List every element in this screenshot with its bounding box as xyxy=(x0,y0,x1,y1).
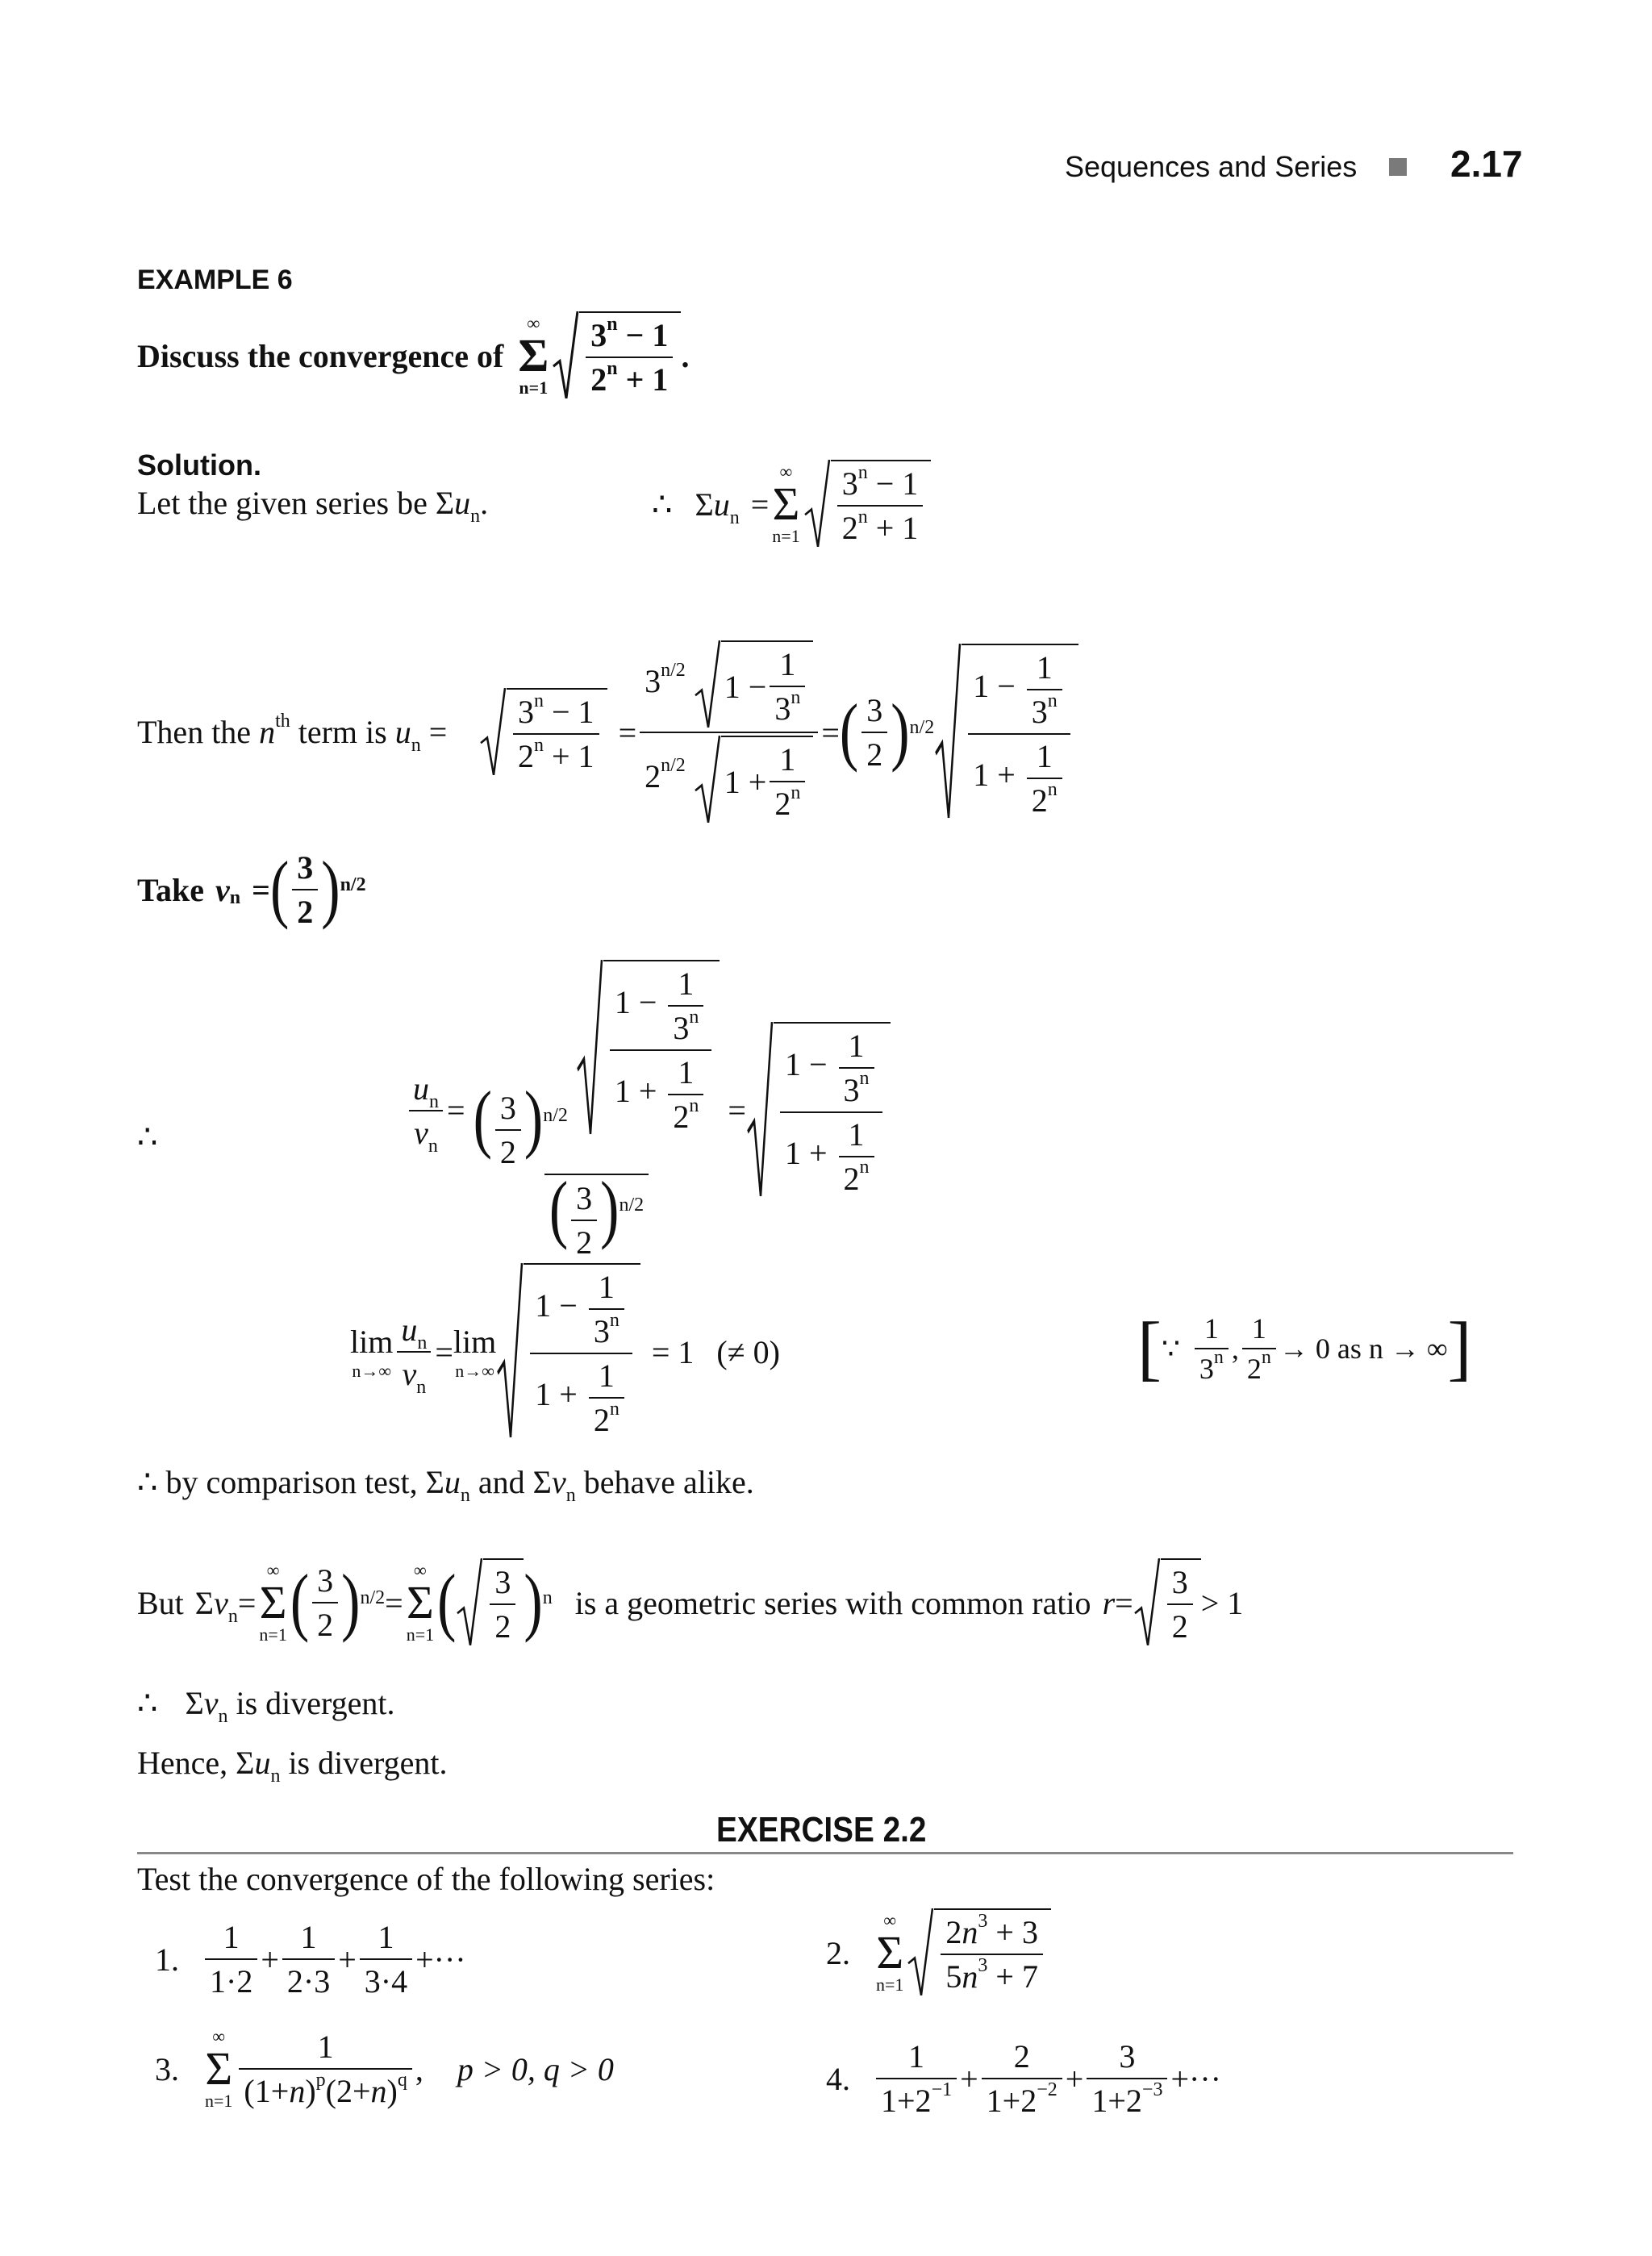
comparison-and: and xyxy=(478,1464,525,1500)
item-3-condition: p > 0, q > 0 xyxy=(457,2050,614,2087)
limit-bracket-note: [ ∵ $\frac{1}{3^n}$ , $\frac{1}{2^n}$ → 0 as n → ∞ ] xyxy=(1137,1308,1472,1388)
item-4-number: 4. xyxy=(826,2060,850,2097)
nth-text-2: term is xyxy=(298,714,387,750)
ratio-expression: $\frac{u_n}{v_n}$ = ( $\frac{3}{2}$ )$^{n/2}$ 1 − $\frac{1}{3^n}$ 1 + $\frac{1}{2^n}$ ( $\frac{3}{2}$ )$^{n/2}$ = 1 − $\frac{1}{3^n}$ 1 + $\frac{1}{2^n}$ xyxy=(405,960,891,1261)
running-header xyxy=(1065,150,1357,184)
limit-note: (≠ 0) xyxy=(716,1333,780,1370)
problem-prefix: Discuss the convergence of xyxy=(137,337,504,374)
hence-text: Hence, xyxy=(137,1745,228,1781)
but-text: But xyxy=(137,1584,184,1621)
nth-text-1: Then the xyxy=(137,714,252,750)
geometric-line: But $\Sigma v_n$ = ∞ Σ n=1 ( $\frac{3}{2}$ ) n/2 = ∞ Σ n=1 ( $\frac{3}{2}$ ) n is a geometric series with common ratio r = $\frac{3}{2}$ > 1 xyxy=(137,1558,1243,1647)
header-square-icon xyxy=(1389,158,1407,176)
let-line: Let the given series be $\Sigma u_n$. xyxy=(137,485,489,527)
example-heading: EXAMPLE 6 xyxy=(137,265,293,295)
nth-sup: th xyxy=(275,710,290,732)
solution-heading: Solution. xyxy=(137,448,261,482)
u-divergent-line: Hence, $\Sigma u_n$ is divergent. xyxy=(137,1745,448,1787)
v-divergent-line: ∴ $\Sigma v_n$ is divergent. xyxy=(137,1685,395,1727)
exercise-rule xyxy=(137,1852,1513,1854)
greater-than-one: > 1 xyxy=(1200,1584,1244,1621)
nth-term-label: Then the $n^{th}$ term is $u_n$ = xyxy=(137,710,448,756)
exercise-item-2: 2. ∞ Σ n=1 $\frac{2n^3 + 3}{5n^3 + 7}$ xyxy=(826,1908,1051,1997)
take-text: Take xyxy=(137,871,205,908)
item-2-number: 2. xyxy=(826,1934,850,1971)
exercise-item-4: 4. $\frac{1}{1+2^{-1}}$ + $\frac{2}{1+2^{-2}}$ + $\frac{3}{1+2^{-3}}$ +··· xyxy=(826,2038,1221,2119)
problem-statement: Discuss the convergence of ∞ Σ n=1 $\frac{3^n - 1}{2^n + 1}$ . xyxy=(137,311,689,400)
because-symbol: ∵ xyxy=(1161,1332,1180,1365)
exercise-heading: EXERCISE 2.2 xyxy=(716,1810,927,1849)
comparison-text-1: ∴ by comparison test, xyxy=(137,1464,418,1500)
therefore-symbol: ∴ xyxy=(137,1119,158,1155)
sigma-symbol: ∞ Σ n=1 xyxy=(518,313,549,398)
nth-term-expression: $\frac{3^n - 1}{2^n + 1}$ = $3^{n/2}$ 1 − $\frac{1}{3^n}$ $2^{n/2}$ 1 + $\frac{1}{2^n}$ = ( $\frac{3}{2}$ ) n/2 1 − $\frac{1}{3^n}$ 1 + $\frac{1}{2^n}$ xyxy=(479,640,1078,824)
exercise-item-1: 1. $\frac{1}{1\cdot 2}$ + $\frac{1}{2\cdot 3}$ + $\frac{1}{3\cdot 4}$ +··· xyxy=(155,1919,466,2000)
comparison-line: ∴ by comparison test, $\Sigma u_n$ and $\Sigma v_n$ behave alike. xyxy=(137,1464,754,1506)
let-text: Let the given series be xyxy=(137,485,428,521)
v-divergent-text: is divergent. xyxy=(236,1685,395,1721)
item-3-number: 3. xyxy=(155,2050,179,2087)
page-number: 2.17 xyxy=(1450,143,1523,185)
running-title: Sequences and Series xyxy=(1065,150,1358,183)
item-1-number: 1. xyxy=(155,1941,179,1978)
comparison-text-2: behave alike. xyxy=(583,1464,754,1500)
geometric-text: is a geometric series with common ratio xyxy=(574,1584,1091,1621)
limit-result: = 1 xyxy=(651,1333,695,1370)
sqrt-expression: $\frac{3^n - 1}{2^n + 1}$ xyxy=(552,311,681,400)
take-vn: Take v n = ( $\frac{3}{2}$ ) n/2 xyxy=(137,847,366,932)
bracket-tail: → 0 as n → ∞ xyxy=(1279,1332,1448,1365)
series-definition: ∴ $\Sigma u_n$ = ∞ Σ n=1 $\frac{3^n - 1}{2^n + 1}$ xyxy=(652,460,931,548)
u-divergent-text: is divergent. xyxy=(288,1745,448,1781)
exercise-item-3: 3. ∞ Σ n=1 $\frac{1}{(1+n)^p(2+n)^q}$ , p > 0, q > 0 xyxy=(155,2026,614,2111)
limit-expression: lim n→∞ $\frac{u_n}{v_n}$ = lim n→∞ 1 − $\frac{1}{3^n}$ 1 + $\frac{1}{2^n}$ = 1 (≠ 0) xyxy=(350,1263,780,1441)
exercise-intro: Test the convergence of the following series: xyxy=(137,1861,715,1897)
